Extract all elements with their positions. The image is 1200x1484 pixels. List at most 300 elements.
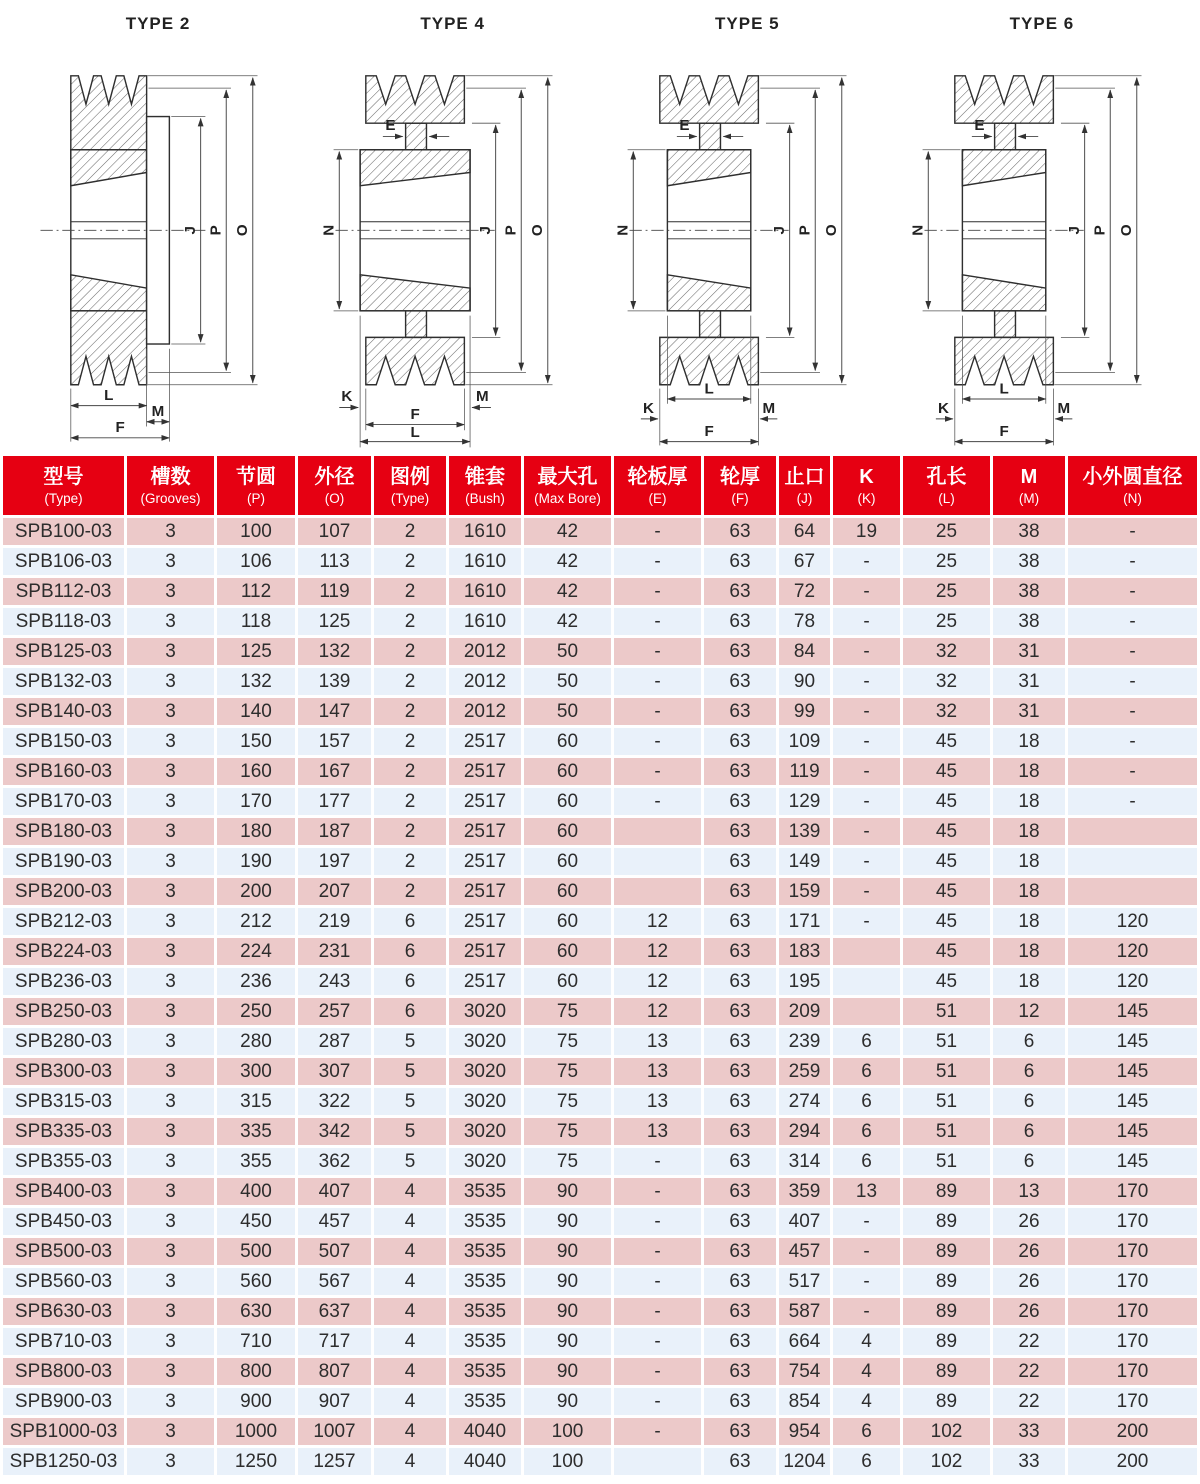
table-cell: - bbox=[833, 698, 900, 725]
dim-label-e: E bbox=[974, 116, 985, 134]
table-cell: 51 bbox=[903, 1148, 990, 1175]
table-cell: 145 bbox=[1068, 1058, 1197, 1085]
table-cell: 567 bbox=[298, 1268, 371, 1295]
table-cell: 132 bbox=[217, 668, 295, 695]
table-cell: SPB315-03 bbox=[3, 1088, 124, 1115]
table-cell: 145 bbox=[1068, 1028, 1197, 1055]
table-cell: 280 bbox=[217, 1028, 295, 1055]
table-cell: 139 bbox=[298, 668, 371, 695]
table-row bbox=[3, 548, 1197, 575]
table-cell: 6 bbox=[993, 1148, 1065, 1175]
table-cell: 26 bbox=[993, 1238, 1065, 1265]
table-cell: 170 bbox=[1068, 1238, 1197, 1265]
table-cell: - bbox=[1068, 638, 1197, 665]
table-cell: SPB132-03 bbox=[3, 668, 124, 695]
col-header-web-thickness: 轮板厚 (E) bbox=[614, 456, 701, 515]
table-cell: 42 bbox=[524, 578, 611, 605]
table-cell: 6 bbox=[833, 1448, 900, 1475]
table-cell: SPB212-03 bbox=[3, 908, 124, 935]
table-cell: 1610 bbox=[449, 518, 521, 545]
table-cell: 12 bbox=[614, 938, 701, 965]
table-cell: 13 bbox=[833, 1178, 900, 1205]
table-cell: 4 bbox=[374, 1268, 446, 1295]
spec-table bbox=[0, 453, 1200, 1478]
table-cell: 13 bbox=[614, 1088, 701, 1115]
table-cell: 99 bbox=[779, 698, 830, 725]
table-cell: SPB224-03 bbox=[3, 938, 124, 965]
table-cell: 25 bbox=[903, 578, 990, 605]
table-cell: 1257 bbox=[298, 1448, 371, 1475]
table-cell: - bbox=[614, 668, 701, 695]
table-cell: 5 bbox=[374, 1058, 446, 1085]
table-cell: 45 bbox=[903, 728, 990, 755]
table-cell: 18 bbox=[993, 878, 1065, 905]
table-cell: 3 bbox=[127, 1388, 214, 1415]
table-cell: 2012 bbox=[449, 668, 521, 695]
table-cell: 51 bbox=[903, 1028, 990, 1055]
table-cell: SPB200-03 bbox=[3, 878, 124, 905]
table-cell: 145 bbox=[1068, 1088, 1197, 1115]
table-cell: 3 bbox=[127, 638, 214, 665]
table-cell: 250 bbox=[217, 998, 295, 1025]
table-cell: 3 bbox=[127, 818, 214, 845]
table-cell: 60 bbox=[524, 788, 611, 815]
table-cell: 45 bbox=[903, 968, 990, 995]
table-cell: 18 bbox=[993, 818, 1065, 845]
dim-label-l: L bbox=[704, 380, 715, 398]
table-cell: 3 bbox=[127, 848, 214, 875]
table-cell: 355 bbox=[217, 1148, 295, 1175]
table-row bbox=[3, 758, 1197, 785]
table-cell: SPB118-03 bbox=[3, 608, 124, 635]
table-cell: 3 bbox=[127, 728, 214, 755]
dim-label-f: F bbox=[115, 419, 125, 437]
table-cell: 2 bbox=[374, 728, 446, 755]
table-cell: 236 bbox=[217, 968, 295, 995]
table-cell: 2517 bbox=[449, 788, 521, 815]
table-cell: 3 bbox=[127, 1028, 214, 1055]
table-cell: 170 bbox=[1068, 1358, 1197, 1385]
table-row bbox=[3, 578, 1197, 605]
table-cell: 90 bbox=[524, 1268, 611, 1295]
table-cell bbox=[833, 938, 900, 965]
table-cell: 75 bbox=[524, 1088, 611, 1115]
table-cell: 560 bbox=[217, 1268, 295, 1295]
table-row bbox=[3, 698, 1197, 725]
table-cell: 457 bbox=[298, 1208, 371, 1235]
table-cell: 2517 bbox=[449, 938, 521, 965]
table-cell: 274 bbox=[779, 1088, 830, 1115]
table-cell: - bbox=[833, 638, 900, 665]
table-cell: - bbox=[833, 1298, 900, 1325]
table-cell: 3 bbox=[127, 1118, 214, 1145]
table-cell: 4 bbox=[374, 1388, 446, 1415]
table-cell: 63 bbox=[704, 1418, 776, 1445]
table-cell: 2517 bbox=[449, 908, 521, 935]
table-cell: 63 bbox=[704, 728, 776, 755]
table-cell: 38 bbox=[993, 518, 1065, 545]
table-cell: - bbox=[833, 908, 900, 935]
table-cell: SPB190-03 bbox=[3, 848, 124, 875]
table-cell: - bbox=[1068, 788, 1197, 815]
col-header-pitch: 节圆 (P) bbox=[217, 456, 295, 515]
table-cell: 300 bbox=[217, 1058, 295, 1085]
table-cell: - bbox=[1068, 608, 1197, 635]
table-cell: - bbox=[614, 1358, 701, 1385]
table-cell: 89 bbox=[903, 1328, 990, 1355]
table-cell: 224 bbox=[217, 938, 295, 965]
table-cell: 90 bbox=[524, 1208, 611, 1235]
table-cell: - bbox=[614, 1238, 701, 1265]
table-cell: 6 bbox=[833, 1148, 900, 1175]
col-header-grooves: 槽数 (Grooves) bbox=[127, 456, 214, 515]
table-row bbox=[3, 908, 1197, 935]
table-cell: 207 bbox=[298, 878, 371, 905]
table-cell: 6 bbox=[993, 1058, 1065, 1085]
table-cell: SPB180-03 bbox=[3, 818, 124, 845]
table-cell: - bbox=[614, 578, 701, 605]
table-cell: 63 bbox=[704, 938, 776, 965]
table-cell: 32 bbox=[903, 698, 990, 725]
table-cell: 63 bbox=[704, 578, 776, 605]
dim-label-l: L bbox=[104, 386, 114, 404]
dim-label-m: M bbox=[151, 403, 165, 421]
table-cell: 160 bbox=[217, 758, 295, 785]
table-cell: 63 bbox=[704, 1178, 776, 1205]
table-cell: 113 bbox=[298, 548, 371, 575]
table-row bbox=[3, 1178, 1197, 1205]
table-cell: 717 bbox=[298, 1328, 371, 1355]
table-cell: 120 bbox=[1068, 968, 1197, 995]
dim-label-k: K bbox=[643, 400, 655, 418]
table-cell: 307 bbox=[298, 1058, 371, 1085]
table-cell: 400 bbox=[217, 1178, 295, 1205]
table-row bbox=[3, 1028, 1197, 1055]
table-row bbox=[3, 668, 1197, 695]
table-cell: 4 bbox=[833, 1388, 900, 1415]
table-cell: 18 bbox=[993, 848, 1065, 875]
table-cell: 63 bbox=[704, 548, 776, 575]
table-cell: 407 bbox=[298, 1178, 371, 1205]
table-cell: 314 bbox=[779, 1148, 830, 1175]
dim-label-j: J bbox=[1065, 226, 1083, 235]
table-cell: 63 bbox=[704, 758, 776, 785]
table-cell: 45 bbox=[903, 908, 990, 935]
table-cell: SPB1000-03 bbox=[3, 1418, 124, 1445]
table-cell: 3020 bbox=[449, 1058, 521, 1085]
table-cell: 2 bbox=[374, 578, 446, 605]
table-cell: 63 bbox=[704, 518, 776, 545]
pulley-drawing-type6 bbox=[896, 6, 1188, 453]
table-cell: 195 bbox=[779, 968, 830, 995]
table-cell: 2517 bbox=[449, 878, 521, 905]
header-row bbox=[3, 456, 1197, 515]
table-cell: 90 bbox=[524, 1298, 611, 1325]
col-header-m: M (M) bbox=[993, 456, 1065, 515]
table-cell: 171 bbox=[779, 908, 830, 935]
dim-label-p: P bbox=[1091, 225, 1109, 236]
table-cell: 3020 bbox=[449, 1088, 521, 1115]
table-cell: 63 bbox=[704, 998, 776, 1025]
table-cell: 4040 bbox=[449, 1418, 521, 1445]
table-cell: 3535 bbox=[449, 1268, 521, 1295]
drawings-section bbox=[0, 0, 1200, 453]
table-cell: 129 bbox=[779, 788, 830, 815]
table-cell: 3 bbox=[127, 578, 214, 605]
table-cell: 63 bbox=[704, 1298, 776, 1325]
table-cell: 63 bbox=[704, 848, 776, 875]
table-cell: 287 bbox=[298, 1028, 371, 1055]
table-cell: 18 bbox=[993, 788, 1065, 815]
table-cell: SPB250-03 bbox=[3, 998, 124, 1025]
table-cell: 12 bbox=[614, 968, 701, 995]
table-body bbox=[3, 518, 1197, 1475]
table-cell: 4 bbox=[374, 1418, 446, 1445]
table-cell: 2517 bbox=[449, 758, 521, 785]
table-row bbox=[3, 608, 1197, 635]
table-cell: 63 bbox=[704, 878, 776, 905]
table-cell: 32 bbox=[903, 668, 990, 695]
table-cell: 219 bbox=[298, 908, 371, 935]
table-cell: 63 bbox=[704, 1088, 776, 1115]
table-cell: 3535 bbox=[449, 1388, 521, 1415]
table-cell: SPB900-03 bbox=[3, 1388, 124, 1415]
table-cell: 63 bbox=[704, 698, 776, 725]
table-cell: 32 bbox=[903, 638, 990, 665]
table-cell: 75 bbox=[524, 1118, 611, 1145]
table-cell: 145 bbox=[1068, 998, 1197, 1025]
dim-label-l: L bbox=[410, 423, 420, 441]
table-cell: 5 bbox=[374, 1148, 446, 1175]
table-cell: 63 bbox=[704, 1328, 776, 1355]
table-cell: 26 bbox=[993, 1208, 1065, 1235]
table-cell: 6 bbox=[374, 998, 446, 1025]
dim-label-f: F bbox=[410, 405, 420, 423]
dim-label-e: E bbox=[385, 116, 396, 134]
drawing-title: TYPE 5 bbox=[715, 14, 780, 33]
table-cell: 170 bbox=[1068, 1388, 1197, 1415]
table-cell: 1610 bbox=[449, 548, 521, 575]
table-cell: 6 bbox=[374, 968, 446, 995]
table-cell: 2012 bbox=[449, 638, 521, 665]
table-cell: 18 bbox=[993, 938, 1065, 965]
table-cell: 22 bbox=[993, 1358, 1065, 1385]
table-cell: 31 bbox=[993, 638, 1065, 665]
table-cell: 907 bbox=[298, 1388, 371, 1415]
table-cell: SPB400-03 bbox=[3, 1178, 124, 1205]
table-cell: 12 bbox=[614, 908, 701, 935]
table-cell: 45 bbox=[903, 758, 990, 785]
table-cell: 5 bbox=[374, 1088, 446, 1115]
table-cell: 2 bbox=[374, 848, 446, 875]
table-cell: 89 bbox=[903, 1388, 990, 1415]
table-cell: - bbox=[614, 1268, 701, 1295]
table-cell: SPB112-03 bbox=[3, 578, 124, 605]
col-header-k: K (K) bbox=[833, 456, 900, 515]
table-cell: SPB100-03 bbox=[3, 518, 124, 545]
table-row bbox=[3, 1418, 1197, 1445]
table-cell: 75 bbox=[524, 998, 611, 1025]
dim-label-n: N bbox=[909, 224, 927, 236]
table-cell: 1610 bbox=[449, 608, 521, 635]
table-cell: 3 bbox=[127, 668, 214, 695]
table-cell: 25 bbox=[903, 548, 990, 575]
table-cell: 90 bbox=[779, 668, 830, 695]
table-cell bbox=[833, 968, 900, 995]
table-row bbox=[3, 1208, 1197, 1235]
table-cell: 3 bbox=[127, 1418, 214, 1445]
table-cell: 33 bbox=[993, 1418, 1065, 1445]
table-cell: 239 bbox=[779, 1028, 830, 1055]
table-cell: 78 bbox=[779, 608, 830, 635]
table-cell: - bbox=[833, 548, 900, 575]
table-cell: 854 bbox=[779, 1388, 830, 1415]
table-cell: 13 bbox=[614, 1118, 701, 1145]
table-cell: 450 bbox=[217, 1208, 295, 1235]
pulley-diagram bbox=[310, 36, 596, 453]
table-cell: 6 bbox=[374, 938, 446, 965]
table-cell: 3535 bbox=[449, 1178, 521, 1205]
table-cell: 3 bbox=[127, 1058, 214, 1085]
dim-label-j: J bbox=[771, 226, 789, 235]
table-cell: 18 bbox=[993, 908, 1065, 935]
table-cell: 197 bbox=[298, 848, 371, 875]
dim-label-k: K bbox=[937, 400, 949, 418]
table-cell: 407 bbox=[779, 1208, 830, 1235]
table-cell: 31 bbox=[993, 698, 1065, 725]
table-cell: SPB560-03 bbox=[3, 1268, 124, 1295]
table-cell: 3 bbox=[127, 608, 214, 635]
table-cell: 42 bbox=[524, 548, 611, 575]
table-row bbox=[3, 878, 1197, 905]
table-cell: 6 bbox=[993, 1028, 1065, 1055]
table-cell: 51 bbox=[903, 1058, 990, 1085]
table-cell: 63 bbox=[704, 638, 776, 665]
dim-label-e: E bbox=[679, 116, 690, 134]
table-cell: 167 bbox=[298, 758, 371, 785]
table-cell: 457 bbox=[779, 1238, 830, 1265]
table-cell: 3 bbox=[127, 908, 214, 935]
table-cell bbox=[1068, 818, 1197, 845]
pulley-drawing-type2 bbox=[12, 6, 304, 453]
table-cell: 3 bbox=[127, 1238, 214, 1265]
dim-label-k: K bbox=[341, 387, 352, 405]
table-cell: 75 bbox=[524, 1148, 611, 1175]
table-cell: 3020 bbox=[449, 1028, 521, 1055]
table-cell: 63 bbox=[704, 608, 776, 635]
table-cell: 4 bbox=[374, 1238, 446, 1265]
dim-label-j: J bbox=[181, 226, 199, 235]
table-cell: 6 bbox=[833, 1088, 900, 1115]
table-cell: - bbox=[614, 608, 701, 635]
table-cell: - bbox=[614, 1328, 701, 1355]
table-row bbox=[3, 1238, 1197, 1265]
dim-label-m: M bbox=[762, 400, 776, 418]
table-cell: - bbox=[614, 728, 701, 755]
table-cell: 3 bbox=[127, 878, 214, 905]
table-cell: 5 bbox=[374, 1118, 446, 1145]
table-row bbox=[3, 1448, 1197, 1475]
table-cell: 50 bbox=[524, 668, 611, 695]
table-cell: 177 bbox=[298, 788, 371, 815]
table-cell: 60 bbox=[524, 878, 611, 905]
table-cell: 3 bbox=[127, 698, 214, 725]
table-cell: 1250 bbox=[217, 1448, 295, 1475]
table-cell: 259 bbox=[779, 1058, 830, 1085]
table-cell: 50 bbox=[524, 638, 611, 665]
table-cell: 107 bbox=[298, 518, 371, 545]
table-cell: 51 bbox=[903, 1088, 990, 1115]
table-cell: 322 bbox=[298, 1088, 371, 1115]
table-cell: 183 bbox=[779, 938, 830, 965]
table-cell: 147 bbox=[298, 698, 371, 725]
table-cell: 6 bbox=[374, 908, 446, 935]
table-cell: 359 bbox=[779, 1178, 830, 1205]
table-cell: 2 bbox=[374, 818, 446, 845]
table-cell: - bbox=[614, 788, 701, 815]
table-cell: 362 bbox=[298, 1148, 371, 1175]
pulley-drawing-type4 bbox=[307, 6, 599, 453]
dim-label-p: P bbox=[502, 225, 520, 236]
table-cell: 60 bbox=[524, 848, 611, 875]
table-cell: 12 bbox=[993, 998, 1065, 1025]
table-cell: SPB280-03 bbox=[3, 1028, 124, 1055]
table-cell: 1610 bbox=[449, 578, 521, 605]
dim-label-n: N bbox=[320, 224, 338, 236]
table-cell: 145 bbox=[1068, 1118, 1197, 1145]
table-cell: - bbox=[833, 1268, 900, 1295]
table-cell: 90 bbox=[524, 1388, 611, 1415]
dim-label-f: F bbox=[999, 422, 1009, 440]
table-cell: 60 bbox=[524, 728, 611, 755]
table-cell: 31 bbox=[993, 668, 1065, 695]
table-cell: 100 bbox=[524, 1448, 611, 1475]
table-cell: 60 bbox=[524, 968, 611, 995]
table-cell: 63 bbox=[704, 818, 776, 845]
table-cell: 170 bbox=[1068, 1328, 1197, 1355]
table-cell: - bbox=[614, 638, 701, 665]
table-cell: 51 bbox=[903, 998, 990, 1025]
table-cell: 6 bbox=[833, 1418, 900, 1445]
table-cell: 60 bbox=[524, 908, 611, 935]
table-cell: 6 bbox=[833, 1058, 900, 1085]
table-cell: 170 bbox=[1068, 1208, 1197, 1235]
table-row bbox=[3, 728, 1197, 755]
table-cell: 75 bbox=[524, 1028, 611, 1055]
dim-label-p: P bbox=[207, 225, 225, 236]
table-row bbox=[3, 1058, 1197, 1085]
table-cell: 120 bbox=[1068, 908, 1197, 935]
table-cell: 2 bbox=[374, 518, 446, 545]
table-cell bbox=[1068, 848, 1197, 875]
table-cell: 89 bbox=[903, 1268, 990, 1295]
table-cell: 63 bbox=[704, 1118, 776, 1145]
table-cell: - bbox=[1068, 548, 1197, 575]
table-cell bbox=[614, 878, 701, 905]
table-row bbox=[3, 638, 1197, 665]
table-cell: 1204 bbox=[779, 1448, 830, 1475]
table-cell: - bbox=[614, 1178, 701, 1205]
table-cell: 4 bbox=[833, 1328, 900, 1355]
table-cell: 6 bbox=[993, 1118, 1065, 1145]
table-cell: 145 bbox=[1068, 1148, 1197, 1175]
table-cell: 102 bbox=[903, 1418, 990, 1445]
drawing-title: TYPE 4 bbox=[420, 14, 485, 33]
table-cell: 587 bbox=[779, 1298, 830, 1325]
table-cell: 100 bbox=[217, 518, 295, 545]
table-cell: 342 bbox=[298, 1118, 371, 1145]
table-cell: 157 bbox=[298, 728, 371, 755]
